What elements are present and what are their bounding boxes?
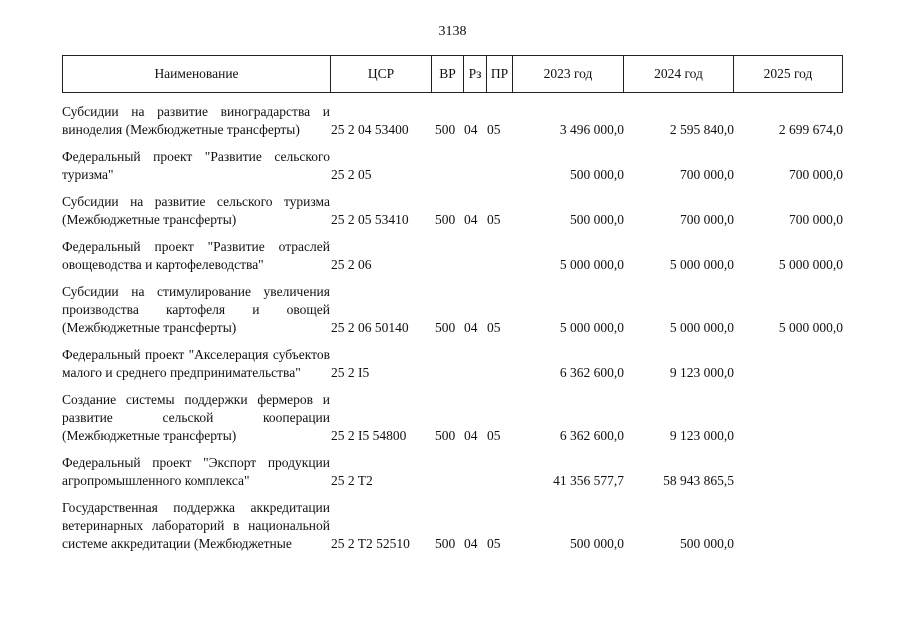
table-row xyxy=(62,148,852,184)
table-body xyxy=(62,103,852,562)
row-csr: 25 2 05 53410 xyxy=(331,212,409,227)
row-2025: 700 000,0 xyxy=(789,167,843,182)
header-vr: ВР xyxy=(432,56,464,92)
row-2023: 500 000,0 xyxy=(570,212,624,227)
row-rz: 04 xyxy=(464,536,478,551)
row-rz: 04 xyxy=(464,122,478,137)
row-name: Федеральный проект "Развитие отраслей овощеводства и картофелеводства" xyxy=(62,239,330,272)
row-2023: 6 362 600,0 xyxy=(559,428,624,443)
row-name: Субсидии на стимулирование увеличения производства картофеля и овощей (Межбюджетные трансферты) xyxy=(62,284,330,335)
row-vr: 500 xyxy=(435,320,456,335)
row-vr: 500 xyxy=(435,212,456,227)
row-name: Государственная поддержка аккредитации ветеринарных лабораторий в национальной системе аккредитации (Межбюджетные xyxy=(62,500,330,551)
header-pr: ПР xyxy=(487,56,513,92)
row-pr: 05 xyxy=(487,122,501,137)
row-2024: 58 943 865,5 xyxy=(663,473,734,488)
table-row xyxy=(62,391,852,445)
table-row xyxy=(62,103,852,139)
header-2025: 2025 год xyxy=(763,66,813,81)
row-2023: 6 362 600,0 xyxy=(559,365,624,380)
table-row xyxy=(62,238,852,274)
row-name: Субсидии на развитие виноградарства и виноделия (Межбюджетные трансферты) xyxy=(62,104,330,137)
row-2024: 700 000,0 xyxy=(680,212,734,227)
row-name: Субсидии на развитие сельского туризма (Межбюджетные трансферты) xyxy=(62,194,330,227)
row-2024: 2 595 840,0 xyxy=(669,122,734,137)
row-pr: 05 xyxy=(487,320,501,335)
row-2025: 5 000 000,0 xyxy=(778,257,843,272)
header-2024: 2024 год xyxy=(624,56,734,92)
row-rz: 04 xyxy=(464,320,478,335)
row-2023: 500 000,0 xyxy=(570,167,624,182)
row-2025: 5 000 000,0 xyxy=(778,320,843,335)
row-csr: 25 2 05 xyxy=(331,167,372,182)
row-2024: 700 000,0 xyxy=(680,167,734,182)
table-header xyxy=(62,55,843,93)
row-name: Создание системы поддержки фермеров и развитие сельской кооперации (Межбюджетные трансферты) xyxy=(62,392,330,443)
row-2023: 5 000 000,0 xyxy=(559,320,624,335)
row-csr: 25 2 04 53400 xyxy=(331,122,409,137)
table-row xyxy=(62,193,852,229)
row-csr: 25 2 06 xyxy=(331,257,372,272)
row-rz: 04 xyxy=(464,428,478,443)
row-2024: 5 000 000,0 xyxy=(669,320,734,335)
table-row xyxy=(62,454,852,490)
row-2023: 500 000,0 xyxy=(570,536,624,551)
row-2023: 3 496 000,0 xyxy=(559,122,624,137)
row-pr: 05 xyxy=(487,212,501,227)
header-name: Наименование xyxy=(63,56,331,92)
row-2025: 700 000,0 xyxy=(789,212,843,227)
row-csr: 25 2 T2 xyxy=(331,473,373,488)
row-2023: 5 000 000,0 xyxy=(559,257,624,272)
row-csr: 25 2 T2 52510 xyxy=(331,536,410,551)
row-csr: 25 2 I5 xyxy=(331,365,370,380)
row-vr: 500 xyxy=(435,428,456,443)
row-csr: 25 2 06 50140 xyxy=(331,320,409,335)
row-csr: 25 2 I5 54800 xyxy=(331,428,407,443)
page-number: 3138 xyxy=(438,24,467,39)
header-2023: 2023 год xyxy=(513,56,624,92)
row-2024: 9 123 000,0 xyxy=(669,428,734,443)
table-row xyxy=(62,499,852,553)
row-name: Федеральный проект "Акселерация субъектов малого и среднего предпринимательства" xyxy=(62,347,330,380)
row-vr: 500 xyxy=(435,536,456,551)
row-name: Федеральный проект "Развитие сельского туризма" xyxy=(62,149,330,182)
row-2024: 500 000,0 xyxy=(680,536,734,551)
row-2025: 2 699 674,0 xyxy=(778,122,843,137)
row-rz: 04 xyxy=(464,212,478,227)
header-rz: Рз xyxy=(464,56,487,92)
row-2023: 41 356 577,7 xyxy=(553,473,624,488)
header-csr: ЦСР xyxy=(331,56,432,92)
row-name: Федеральный проект "Экспорт продукции агропромышленного комплекса" xyxy=(62,455,330,488)
row-pr: 05 xyxy=(487,428,501,443)
table-row xyxy=(62,283,852,337)
table-row xyxy=(62,346,852,382)
row-2024: 9 123 000,0 xyxy=(669,365,734,380)
row-vr: 500 xyxy=(435,122,456,137)
row-2024: 5 000 000,0 xyxy=(669,257,734,272)
row-pr: 05 xyxy=(487,536,501,551)
